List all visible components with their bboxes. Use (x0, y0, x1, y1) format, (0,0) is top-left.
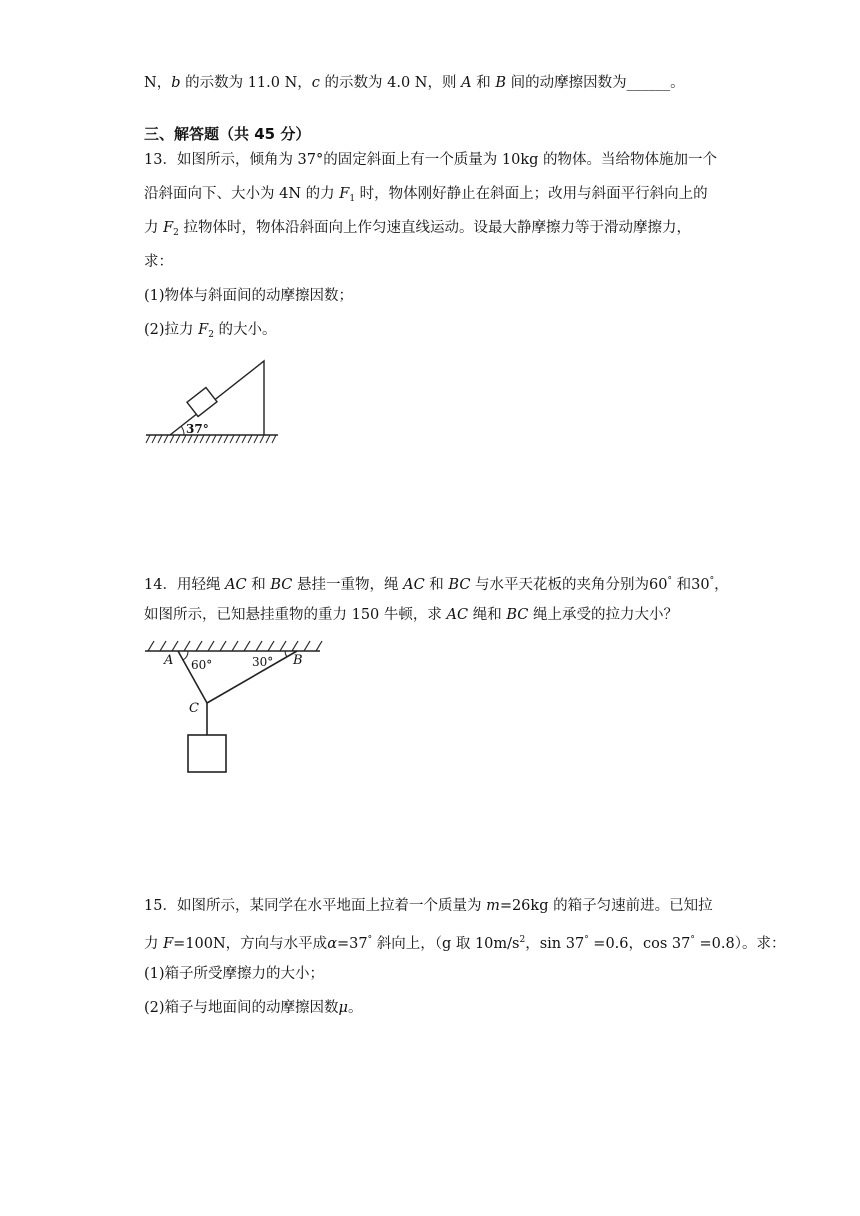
angle-arc-a (183, 651, 188, 660)
q14-line-2: 如图所示，已知悬挂重物的重力 150 牛顿，求 AC 绳和 BC 绳上承受的拉力大小？ (144, 607, 678, 623)
angle-arc-b (285, 651, 287, 657)
previous-question-tail: N，b 的示数为 11.0 N，c 的示数为 4.0 N，则 A 和 B 间的动摩擦因数为______。 (144, 75, 685, 91)
q15-line-1: 15．如图所示，某同学在水平地面上拉着一个质量为 m=26kg 的箱子匀速前进。已知拉 (144, 898, 713, 914)
q13-line-1: 13．如图所示，倾角为 37°的固定斜面上有一个质量为 10kg 的物体。当给物体施加一个 (144, 152, 717, 168)
hanging-weight (188, 735, 226, 772)
q13-line-4: 求： (144, 254, 173, 270)
incline-slope (170, 361, 264, 435)
incline-figure (140, 355, 285, 450)
angle-arc (181, 426, 184, 435)
q13-line-2: 沿斜面向下、大小为 4N 的力 $F_1$ 时，物体刚好静止在斜面上；改用与斜面平行斜向上的 (144, 186, 708, 204)
label-a: A (164, 653, 174, 668)
incline-angle-label: 37° (186, 422, 209, 436)
q13-part-2: (2)拉力 $F_2$ 的大小。 (144, 322, 277, 340)
ceiling-hatching (148, 641, 322, 651)
q15-line-2: 力 F=100N，方向与水平成α=37° 斜向上，（g 取 $10m/s^2$，sin 37° =0.6，cos 37° =0.8）。求： (144, 935, 786, 952)
q15-part-2: (2)箱子与地面间的动摩擦因数μ。 (144, 1000, 363, 1016)
q14-line-1: 14．用轻绳 AC 和 BC 悬挂一重物，绳 AC 和 BC 与水平天花板的夹角分别为60° 和30°， (144, 576, 729, 593)
ropes-figure (140, 636, 330, 781)
q13-line-3: 力 $F_2$ 拉物体时，物体沿斜面向上作匀速直线运动。设最大静摩擦力等于滑动摩擦力， (144, 220, 692, 238)
q13-part-1: (1)物体与斜面间的动摩擦因数； (144, 288, 354, 304)
label-c: C (189, 701, 199, 716)
section-title: 三、解答题（共 45 分） (144, 125, 311, 143)
angle-label-30: 30° (252, 655, 274, 669)
label-b: B (293, 653, 303, 668)
q15-part-1: (1)箱子所受摩擦力的大小； (144, 966, 325, 982)
ground-hatching (146, 435, 276, 443)
angle-label-60: 60° (191, 658, 213, 672)
block (187, 388, 217, 417)
